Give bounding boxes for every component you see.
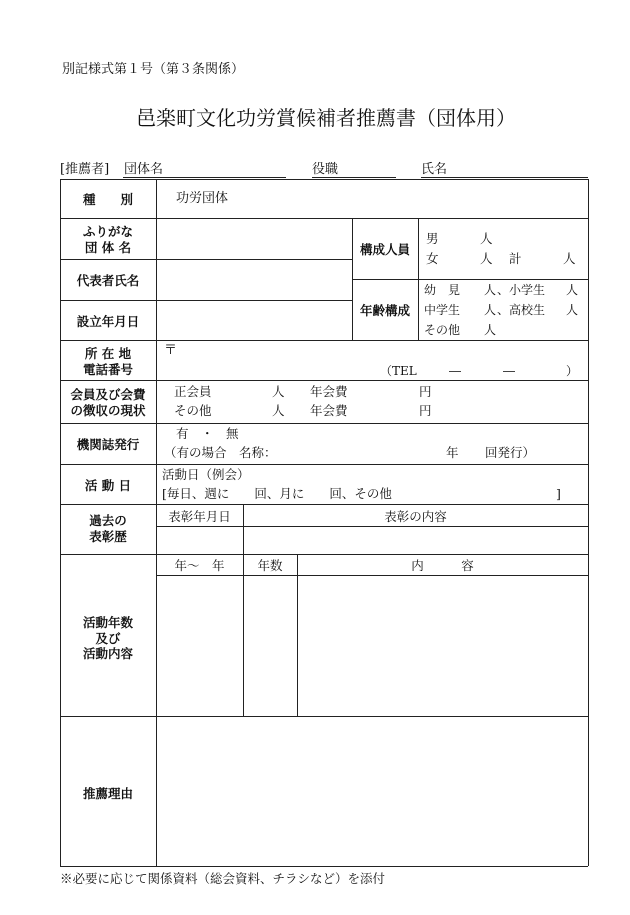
recommender-name-field[interactable] <box>421 177 588 178</box>
bulletin-times: 回発行） <box>485 445 536 460</box>
recommender-position-label: 役職 <box>312 162 339 177</box>
activity-day-detail: [毎日、週に 回、月に 回、その他 <box>162 486 392 501</box>
infant-unit: 人 <box>484 283 497 297</box>
activity-day-close: ] <box>556 486 561 501</box>
regular-member-label: 正会員 <box>174 384 212 399</box>
regular-member-unit: 人 <box>272 384 285 399</box>
fees-label: 会員及び会費 の徴収の現状 <box>70 387 146 418</box>
representative-field[interactable] <box>157 260 351 300</box>
regular-fee-unit: 円 <box>419 384 432 399</box>
bulletin-yes-no[interactable]: 有 ・ 無 <box>176 426 239 441</box>
tel-open: （TEL <box>380 364 417 378</box>
elementary-label: 、小学生 <box>497 283 546 297</box>
activity-label: 活動年数 及び 活動内容 <box>82 615 133 662</box>
group-furigana-label: ふりがな 団 体 名 <box>82 224 133 255</box>
footer-note: ※必要に応じて関係資料（総会資料、チラシなど）を添付 <box>60 871 386 886</box>
other-age-label: その他 <box>424 323 461 337</box>
female-unit: 人 <box>480 251 493 266</box>
years-header: 年数 <box>257 558 283 573</box>
other-member-label: その他 <box>174 403 212 418</box>
regular-fee-label: 年会費 <box>310 384 348 399</box>
male-unit: 人 <box>480 231 493 246</box>
established-field[interactable] <box>157 301 351 340</box>
infant-label: 幼 見 <box>424 283 461 297</box>
other-fee-label: 年会費 <box>310 403 348 418</box>
table-border-right <box>588 179 589 866</box>
bulletin-label: 機関誌発行 <box>76 437 140 452</box>
recommender-name-label: 氏名 <box>421 162 448 177</box>
junior-high-label: 中学生 <box>424 303 461 317</box>
bulletin-if-yes: （有の場合 名称： <box>164 445 277 460</box>
activity-day-title: 活動日（例会） <box>162 467 250 482</box>
recommender-group-label: 団体名 <box>124 162 164 177</box>
female-label: 女 <box>426 251 439 266</box>
male-label: 男 <box>426 231 439 246</box>
representative-label: 代表者氏名 <box>76 273 140 288</box>
elementary-unit: 人 <box>566 283 579 297</box>
tel-dash-1: ― <box>449 364 461 378</box>
age-label: 年齢構成 <box>359 303 410 318</box>
other-member-unit: 人 <box>272 403 285 418</box>
awards-label: 過去の 表彰歴 <box>89 513 127 544</box>
page-title: 邑楽町文化功労賞候補者推薦書（団体用） <box>136 106 516 130</box>
table-border-bottom <box>60 866 588 867</box>
tel-dash-2: ― <box>503 364 515 378</box>
reason-label: 推薦理由 <box>82 786 133 801</box>
address-label: 所 在 地 電話番号 <box>82 346 133 377</box>
postal-mark: 〒 <box>164 343 178 358</box>
tel-close: ） <box>566 364 579 378</box>
total-label: 計 <box>509 251 522 266</box>
other-fee-unit: 円 <box>419 403 432 418</box>
content-header: 内 容 <box>411 558 474 573</box>
high-school-label: 、高校生 <box>497 303 546 317</box>
junior-high-unit: 人 <box>484 303 497 317</box>
table-border-top <box>60 179 588 180</box>
high-school-unit: 人 <box>566 303 579 317</box>
members-label: 構成人員 <box>359 242 410 257</box>
recommender-group-field[interactable] <box>123 177 286 178</box>
established-label: 設立年月日 <box>76 314 140 329</box>
other-age-unit: 人 <box>484 323 497 337</box>
recommender-label: [推薦者] <box>60 162 110 177</box>
total-unit: 人 <box>563 251 576 266</box>
group-name-field[interactable] <box>157 219 351 259</box>
reason-field[interactable] <box>157 717 587 865</box>
form-number: 別記様式第１号（第３条関係） <box>62 62 245 77</box>
bulletin-year: 年 <box>446 445 459 460</box>
category-value: 功労団体 <box>176 191 229 206</box>
category-label: 種 別 <box>82 192 133 207</box>
period-header: 年～ 年 <box>174 558 225 573</box>
recommender-position-field[interactable] <box>312 177 396 178</box>
award-date-header: 表彰年月日 <box>168 509 231 524</box>
activity-day-label: 活 動 日 <box>84 478 132 493</box>
award-content-header: 表彰の内容 <box>384 509 447 524</box>
